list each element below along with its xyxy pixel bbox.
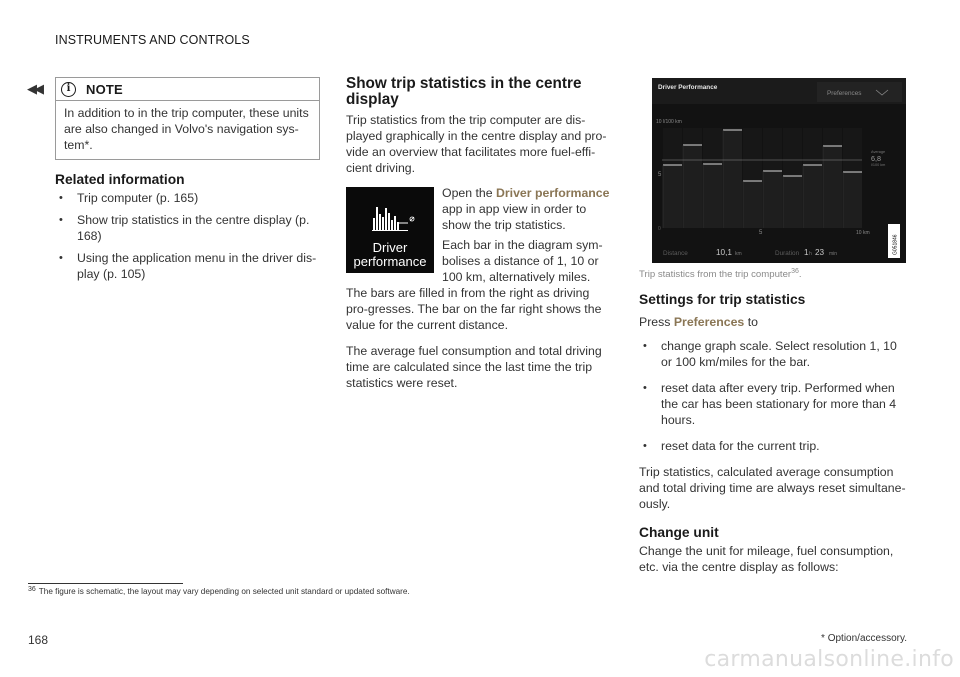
caption-end: . xyxy=(798,269,802,281)
open-prefix: Open the xyxy=(442,186,497,200)
open-suffix: app in app view in order to show the trip statistics. xyxy=(442,202,587,232)
bar-description xyxy=(346,237,614,333)
chart-bar xyxy=(723,130,742,228)
note-text: In addition to in the trip computer, these units are also changed in Volvo's navigation sys-tem*. xyxy=(64,106,309,152)
duration-hours: 1 xyxy=(804,248,809,257)
distance-unit: km xyxy=(735,251,742,257)
footnote xyxy=(28,587,410,596)
driver-performance-screen xyxy=(652,78,906,263)
bar-description-text: Each bar in the diagram sym-bolises a distance of 1, 10 or 100 km, alternatively miles. The bars are filled in from the right as driving pro-gresses. The bar on the far right shows the value for the current distance. xyxy=(346,238,603,332)
section-header: INSTRUMENTS AND CONTROLS xyxy=(55,33,250,47)
chart-bar xyxy=(663,165,682,228)
image-code: G051846 xyxy=(892,234,899,255)
related-heading: Related information xyxy=(55,172,185,187)
info-icon: i xyxy=(61,82,76,97)
related-information xyxy=(55,172,320,282)
screen-title: Driver Performance xyxy=(658,84,718,91)
trip-statistics-heading: Show trip statistics in the centre display xyxy=(346,75,582,108)
settings-section xyxy=(639,292,907,575)
preferences-label: Preferences xyxy=(827,90,862,97)
chart-bar xyxy=(743,181,762,228)
chart-bar xyxy=(763,171,782,228)
trip-statistics-section xyxy=(346,76,612,176)
duration-minutes: 23 xyxy=(815,248,825,257)
footnote-text: The figure is schematic, the layout may vary depending on selected unit standard or updated software. xyxy=(38,587,410,596)
y-axis-unit: 10 l/100 km xyxy=(656,119,682,125)
related-list xyxy=(55,190,320,282)
average-value: 6,8 xyxy=(871,154,881,163)
duration-hours-unit: h xyxy=(809,251,812,257)
y-tick-mid: 5 xyxy=(658,172,662,178)
chart-bar xyxy=(683,145,702,228)
change-unit-text: Change the unit for mileage, fuel consumption, etc. via the centre display as follows: xyxy=(639,544,894,574)
preferences-link[interactable]: Preferences xyxy=(673,315,745,329)
press-suffix: to xyxy=(744,315,758,329)
average-label: Average xyxy=(871,150,886,154)
related-link-application-menu[interactable]: • Using the application menu in the driver dis-play (p. 105) xyxy=(55,250,320,282)
caption-text: Trip statistics from the trip computer xyxy=(639,269,792,281)
average-unit: l/100 km xyxy=(871,163,886,167)
note-header xyxy=(56,78,319,101)
x-tick-end: 10 km xyxy=(856,230,870,236)
duration-label: Duration xyxy=(775,250,800,257)
note-box xyxy=(55,77,320,160)
option-note: * Option/accessory. xyxy=(821,633,907,644)
settings-item-graph-scale: • change graph scale. Select resolution 1, 10 or 100 km/miles for the bar. xyxy=(639,338,907,370)
open-app-text xyxy=(442,185,612,233)
note-label: NOTE xyxy=(86,81,123,97)
page-number: 168 xyxy=(28,633,49,647)
chart-bar xyxy=(843,172,862,228)
average-description: The average fuel consumption and total driving time are calculated since the last time the trip statistics were reset. xyxy=(346,344,602,390)
related-link-trip-computer[interactable]: • Trip computer (p. 165) xyxy=(55,190,320,206)
trip-statistics-chart xyxy=(652,78,906,263)
press-preferences-text xyxy=(639,314,907,330)
trip-statistics-intro: Trip statistics from the trip computer are dis-played graphically in the centre display and pro-vide an overview that facilitates more fuel-effi-cient driving. xyxy=(346,113,607,175)
y-tick-zero: 0 xyxy=(658,226,661,232)
x-tick-mid: 5 xyxy=(759,230,763,236)
chart-bar xyxy=(703,164,722,228)
settings-list xyxy=(639,338,907,454)
driver-performance-link[interactable]: Driver performance xyxy=(496,186,610,200)
change-unit-heading: Change unit xyxy=(639,525,719,540)
reset-text: Trip statistics, calculated average consumption and total driving time are always reset simultane-ously. xyxy=(639,465,906,511)
related-link-trip-statistics[interactable]: • Show trip statistics in the centre display (p. 168) xyxy=(55,212,320,244)
settings-heading: Settings for trip statistics xyxy=(639,292,806,307)
press-prefix: Press xyxy=(639,315,674,329)
caption-footnote-ref[interactable]: 36 xyxy=(791,268,799,275)
figure-caption xyxy=(639,268,802,280)
back-marker[interactable]: ◀◀ xyxy=(27,81,41,96)
app-icon-label: Driver performance xyxy=(353,240,427,269)
settings-item-reset-every-trip: • reset data after every trip. Performed when the car has been stationary for more than 4 hours. xyxy=(639,380,907,428)
chart-bar xyxy=(803,165,822,228)
open-app-paragraph xyxy=(442,185,612,233)
bar-text-block xyxy=(346,237,614,391)
chart-bar xyxy=(823,146,842,228)
duration-minutes-unit: min xyxy=(829,251,838,257)
chart-bar xyxy=(783,176,802,228)
distance-value: 10,1 xyxy=(716,248,732,257)
footnote-rule xyxy=(28,583,183,584)
distance-label: Distance xyxy=(663,250,688,257)
watermark: carmanualsonline.info xyxy=(704,647,954,672)
footnote-number: 36 xyxy=(28,586,36,593)
settings-item-reset-current: • reset data for the current trip. xyxy=(639,438,907,454)
